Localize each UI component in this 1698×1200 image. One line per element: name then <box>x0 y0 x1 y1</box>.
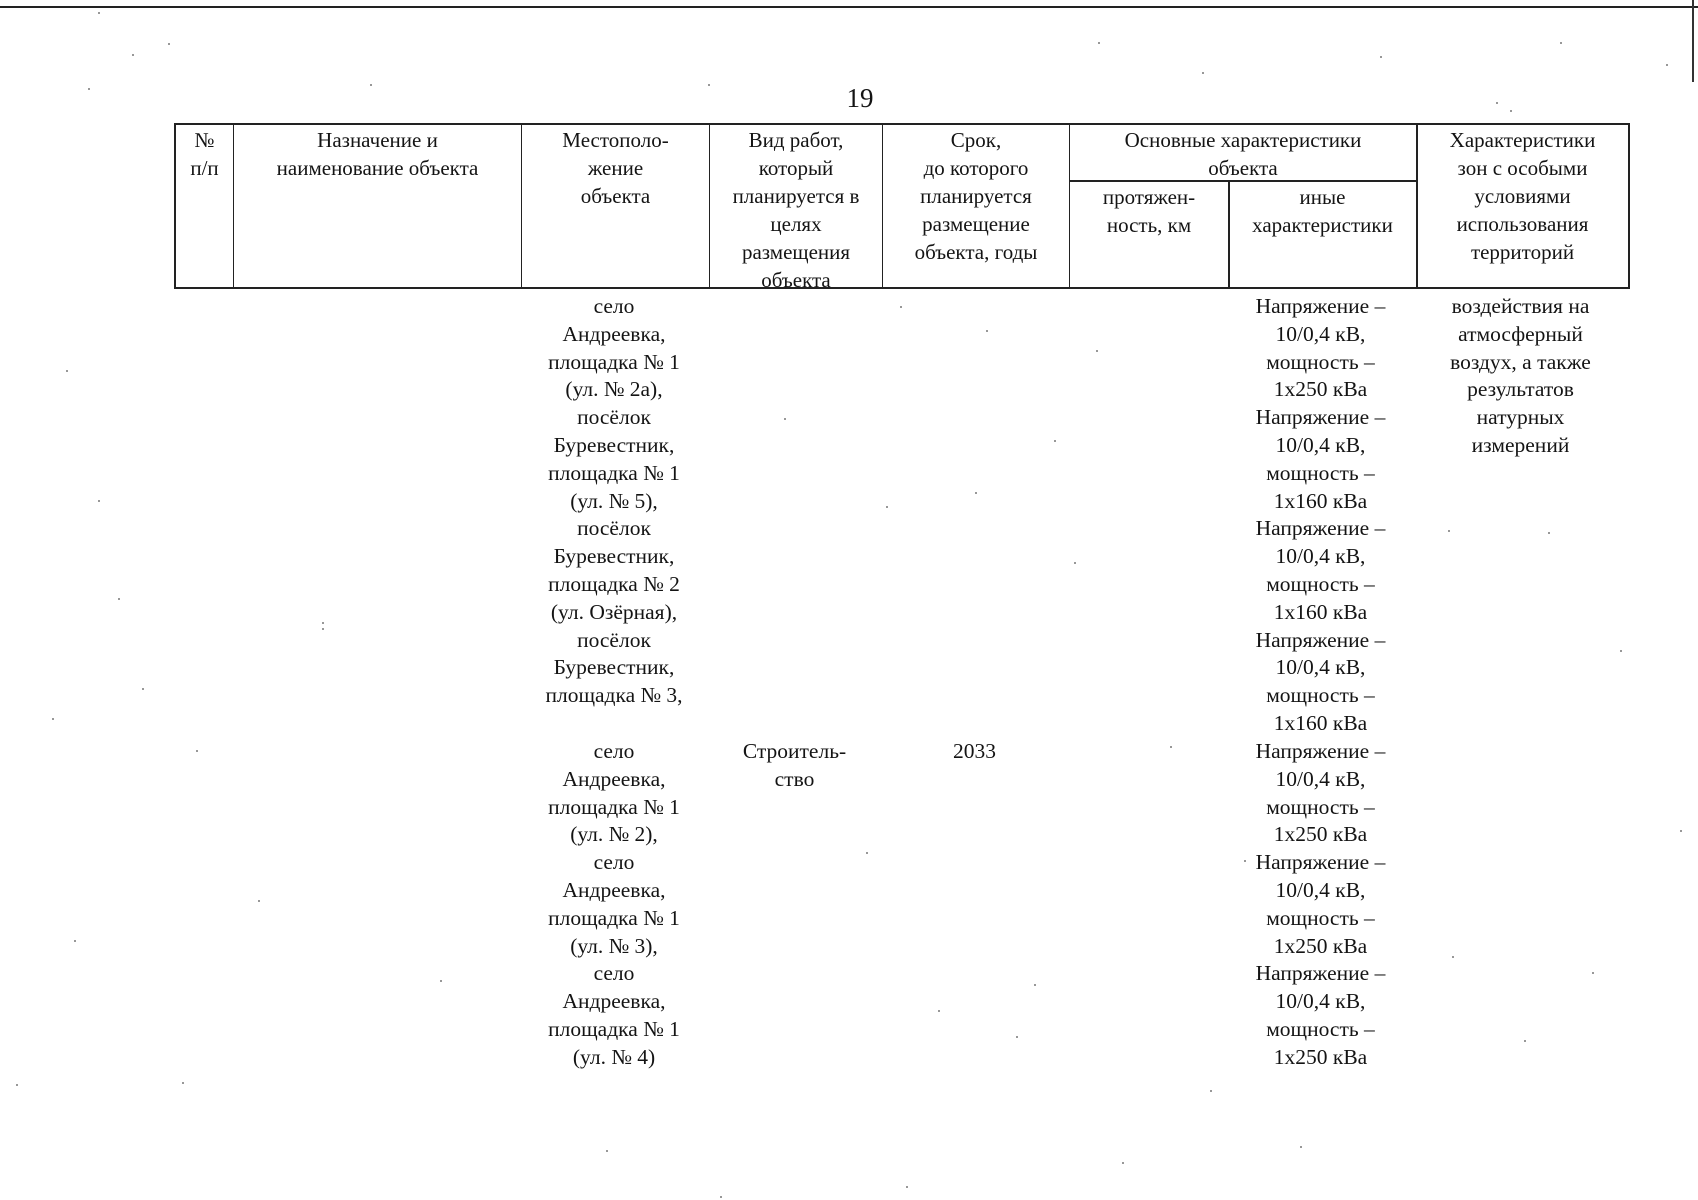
header-work-type: Вид работ, который планируется в целях размещения объекта <box>710 125 883 287</box>
header-main-characteristics: Основные характеристики объекта <box>1124 128 1362 180</box>
work-type-cell: Строитель- ство <box>742 739 847 791</box>
header-number: № п/п <box>176 125 234 287</box>
locations-continued: село Андреевка, площадка № 1 (ул. № 2а), посёлок Буревестник, площадка № 1 (ул. № 5), посёлок Буревестник, площадка № 2 (ул. Озёрная), посёлок Буревестник, площадка № 3, <box>545 294 683 708</box>
top-border-line <box>0 6 1698 8</box>
header-other-characteristics: иные характеристики <box>1252 185 1393 237</box>
table-header <box>174 123 1630 292</box>
header-location: Местополо- жение объекта <box>522 125 710 287</box>
header-group-divider <box>1070 180 1416 182</box>
locations-row: село Андреевка, площадка № 1 (ул. № 2), село Андреевка, площадка № 1 (ул. № 3), село Андреевка, площадка № 1 (ул. № 4) <box>548 739 680 1069</box>
term-cell: 2033 <box>953 739 996 763</box>
zone-characteristics-continued: воздействия на атмосферный воздух, а также результатов натурных измерений <box>1450 294 1591 457</box>
other-characteristics-row: Напряжение – 10/0,4 кВ, мощность – 1х250 кВа Напряжение – 10/0,4 кВ, мощность – 1х250 кВа Напряжение – 10/0,4 кВ, мощность – 1х250 кВа <box>1255 739 1386 1069</box>
header-term: Срок, до которого планируется размещение объекта, годы <box>883 125 1070 287</box>
header-zone-characteristics: Характеристики зон с особыми условиями использования территорий <box>1449 128 1596 264</box>
right-edge-line <box>1692 0 1694 82</box>
page-number: 19 <box>846 83 874 113</box>
header-object-name: Назначение и наименование объекта <box>234 125 522 287</box>
header-length: протяжен- ность, км <box>1102 185 1196 237</box>
other-characteristics-continued: Напряжение – 10/0,4 кВ, мощность – 1х250 кВа Напряжение – 10/0,4 кВ, мощность – 1х160 кВа Напряжение – 10/0,4 кВ, мощность – 1х160 кВа Напряжение – 10/0,4 кВ, мощность – 1х160 кВа <box>1255 294 1386 735</box>
